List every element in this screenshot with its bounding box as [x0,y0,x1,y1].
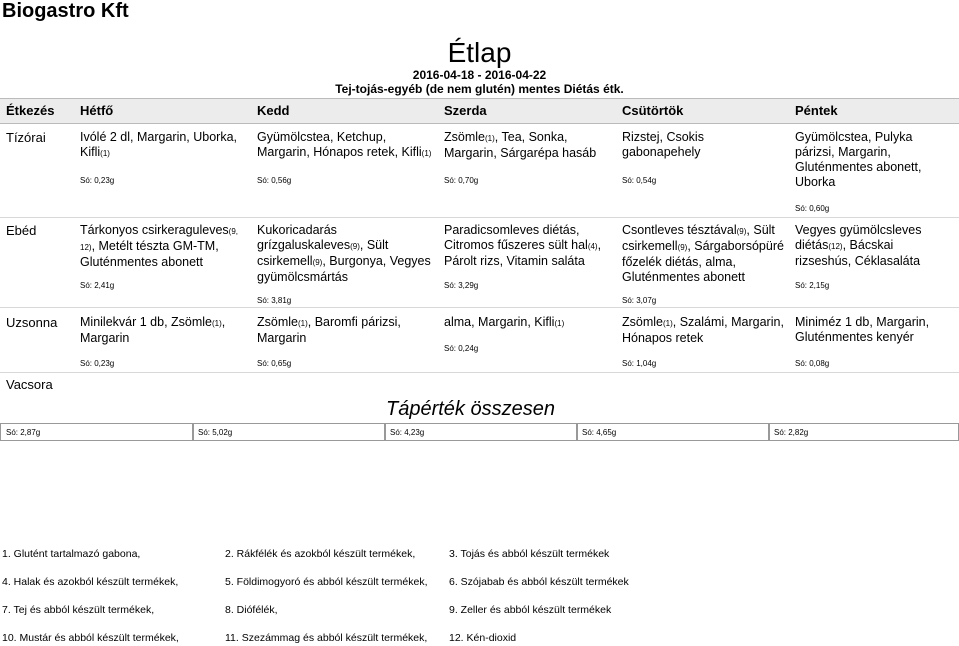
row-label-ebed: Ebéd [6,223,37,238]
menu-cell: Vegyes gyümölcsleves diétás(12), Bácskai rizseshús, Céklasaláta [795,223,922,268]
salt-value: Só: 3,29g [444,281,479,290]
row-separator [0,217,959,218]
menu-cell: Kukoricadarás grízgaluskaleves(9), Sült csirkemell(9), Burgonya, Vegyes gyümölcsmártás [257,223,431,284]
menu-cell: Tárkonyos csirkeraguleves(9, 12), Metélt tészta GM-TM, Gluténmentes abonett [80,223,239,269]
allergen-item: 6. Szójabab és abból készült termékek [449,576,629,588]
diet-subtitle: Tej-tojás-egyéb (de nem glutén) mentes Diétás étk. [335,82,624,96]
menu-title: Étlap [447,37,512,68]
allergen-item: 10. Mustár és abból készült termékek, [2,632,179,644]
salt-value: Só: 0,60g [795,204,830,213]
salt-value: Só: 3,07g [622,296,657,305]
menu-cell: Zsömle(1), Baromfi párizsi, Margarin [257,315,401,345]
header-meal: Étkezés [6,103,55,118]
date-range: 2016-04-18 - 2016-04-22 [412,68,547,82]
menu-cell: Minilekvár 1 db, Zsömle(1), Margarin [80,315,226,345]
menu-cell: Csontleves tésztával(9), Sült csirkemell(9), Sárgaborsópüré főzelék diétás, alma, Gluténmentes abonett [622,223,784,284]
allergen-item: 12. Kén-dioxid [449,632,517,644]
total-salt-monday: Só: 2,87g [6,428,41,437]
total-salt-friday: Só: 2,82g [774,428,809,437]
row-label-tizorai: Tízórai [6,130,46,145]
salt-value: Só: 0,23g [80,176,115,185]
allergen-item: 1. Glutént tartalmazó gabona, [2,548,141,560]
salt-value: Só: 0,70g [444,176,479,185]
allergen-item: 8. Diófélék, [225,604,278,616]
total-salt-thursday: Só: 4,65g [582,428,617,437]
menu-cell: Paradicsomleves diétás, Citromos fűszeres sült hal(4), Párolt rizs, Vitamin saláta [444,223,602,268]
salt-value: Só: 0,08g [795,359,830,368]
menu-cell: Gyümölcstea, Ketchup, Margarin, Hónapos retek, Kifli(1) [257,130,432,159]
row-separator [0,372,959,373]
header-wednesday: Szerda [444,103,487,118]
salt-value: Só: 0,65g [257,359,292,368]
menu-cell: Zsömle(1), Tea, Sonka, Margarin, Sárgarépa hasáb [444,130,597,160]
row-separator [0,307,959,308]
salt-value: Só: 3,81g [257,296,292,305]
menu-cell: Miniméz 1 db, Margarin, Gluténmentes kenyér [795,315,930,344]
salt-value: Só: 2,15g [795,281,830,290]
menu-cell: Rizstej, Csokis gabonapehely [622,130,704,159]
salt-value: Só: 2,41g [80,281,115,290]
header-tuesday: Kedd [257,103,290,118]
menu-cell: Gyümölcstea, Pulyka párizsi, Margarin, Gluténmentes abonett, Uborka [795,130,922,189]
salt-value: Só: 0,54g [622,176,657,185]
menu-cell: Ivólé 2 dl, Margarin, Uborka, Kifli(1) [80,130,238,159]
total-salt-tuesday: Só: 5,02g [198,428,233,437]
header-monday: Hétfő [80,103,114,118]
allergen-item: 9. Zeller és abból készült termékek [449,604,612,616]
menu-cell: Zsömle(1), Szalámi, Margarin, Hónapos retek [622,315,784,345]
salt-value: Só: 1,04g [622,359,657,368]
allergen-item: 3. Tojás és abból készült termékek [449,548,610,560]
allergen-item: 11. Szezámmag és abból készült termékek, [225,632,428,644]
company-name: Biogastro Kft [2,0,129,22]
header-thursday: Csütörtök [622,103,684,118]
salt-value: Só: 0,56g [257,176,292,185]
totals-title: Tápérték összesen [386,398,555,420]
row-label-vacsora: Vacsora [6,377,53,392]
allergen-item: 4. Halak és azokból készült termékek, [2,576,179,588]
menu-cell: alma, Margarin, Kifli(1) [444,315,565,329]
total-salt-wednesday: Só: 4,23g [390,428,425,437]
salt-value: Só: 0,24g [444,344,479,353]
salt-value: Só: 0,23g [80,359,115,368]
header-friday: Péntek [795,103,838,118]
allergen-item: 7. Tej és abból készült termékek, [2,604,155,616]
allergen-item: 5. Földimogyoró és abból készült termékek, [225,576,428,588]
row-label-uzsonna: Uzsonna [6,315,58,330]
allergen-item: 2. Rákfélék és azokból készült termékek, [225,548,416,560]
